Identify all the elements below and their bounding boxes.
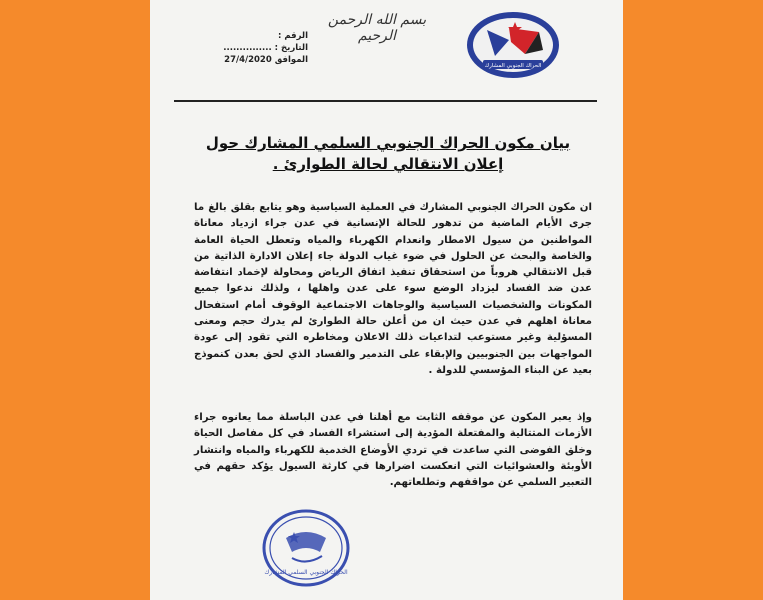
bismillah-header: بسم الله الرحمن الرحيم — [327, 12, 427, 44]
statement-title: بيان مكون الحراك الجنوبي السلمي المشارك حول إعلان الانتقالي لحالة الطوارئ . — [205, 134, 571, 173]
statement-paragraph-2: وإذ يعبر المكون عن موقفه الثابت مع أهلنا في عدن الباسلة مما يعانوه جراء الأزمات المتتالية والمفتعلة المؤدية إلى استشراء الفساد في كل مفاصل الحياة وخلق الفوضى التي ساعدت في تردي الأوضاع الخدمية للكهرباء والمياه وانتشار الأوبئة والعشوائيات التي انعكست اضرارها في كارثة السيول يؤكد حقهم في التعبير السلمي عن مواقفهم وتطلعاتهم. — [194, 412, 592, 489]
date-label: التاريخ : ............... — [223, 43, 308, 53]
stamp-text: الحراك الجنوبي السلمي المشارك — [264, 569, 348, 576]
corresponding-date-label: الموافق 27/4/2020 — [224, 55, 308, 65]
header-divider — [174, 100, 597, 102]
logo-caption: الحراك الجنوبي المشارك — [484, 63, 542, 69]
organization-stamp — [262, 508, 350, 588]
letter-meta — [208, 30, 308, 66]
letter-page — [150, 0, 623, 600]
organization-logo — [465, 10, 561, 80]
statement-paragraph-1: ان مكون الحراك الجنوبي المشارك في العملية السياسية وهو يتابع بقلق بالغ ما جرى الأيام الماضية من تدهور للحالة الإنسانية في عدن جراء ازدياد معاناة المواطنين من سيول الامطار وانعدام الكهرباء والمياه وتعطل الحياة العامة والخاصة والبحث عن الحلول في ضوء غياب الدولة جاء إعلان الادارة الذاتية من قبل الانتقالي هروباً من استحقاق تنفيذ اتفاق الرياض ومحاولة لإخماد انتفاضة عدن ضد الفساد ليزداد الوضع سوء على عدن واهلها ، ولذلك ندعوا جميع المكونات والشخصيات السياسية والوجاهات الاجتماعية الوقوف أمام استفحال معاناة اهلهم في عدن حيث ان من أعلن حالة الطوارئ لم يدرك حجم ومعنى المسؤلية وغير مستوعب لتداعيات ذلك الاعلان ومخاطره التي تقود إلى عودة المواجهات بين الجنوبيين والإبقاء على التدمير والفساد الذي لحق بعدن كنموذج بعيد عن البناء المؤسسي للدولة . — [194, 202, 592, 376]
ref-number-label: الرقم : — [278, 31, 308, 41]
